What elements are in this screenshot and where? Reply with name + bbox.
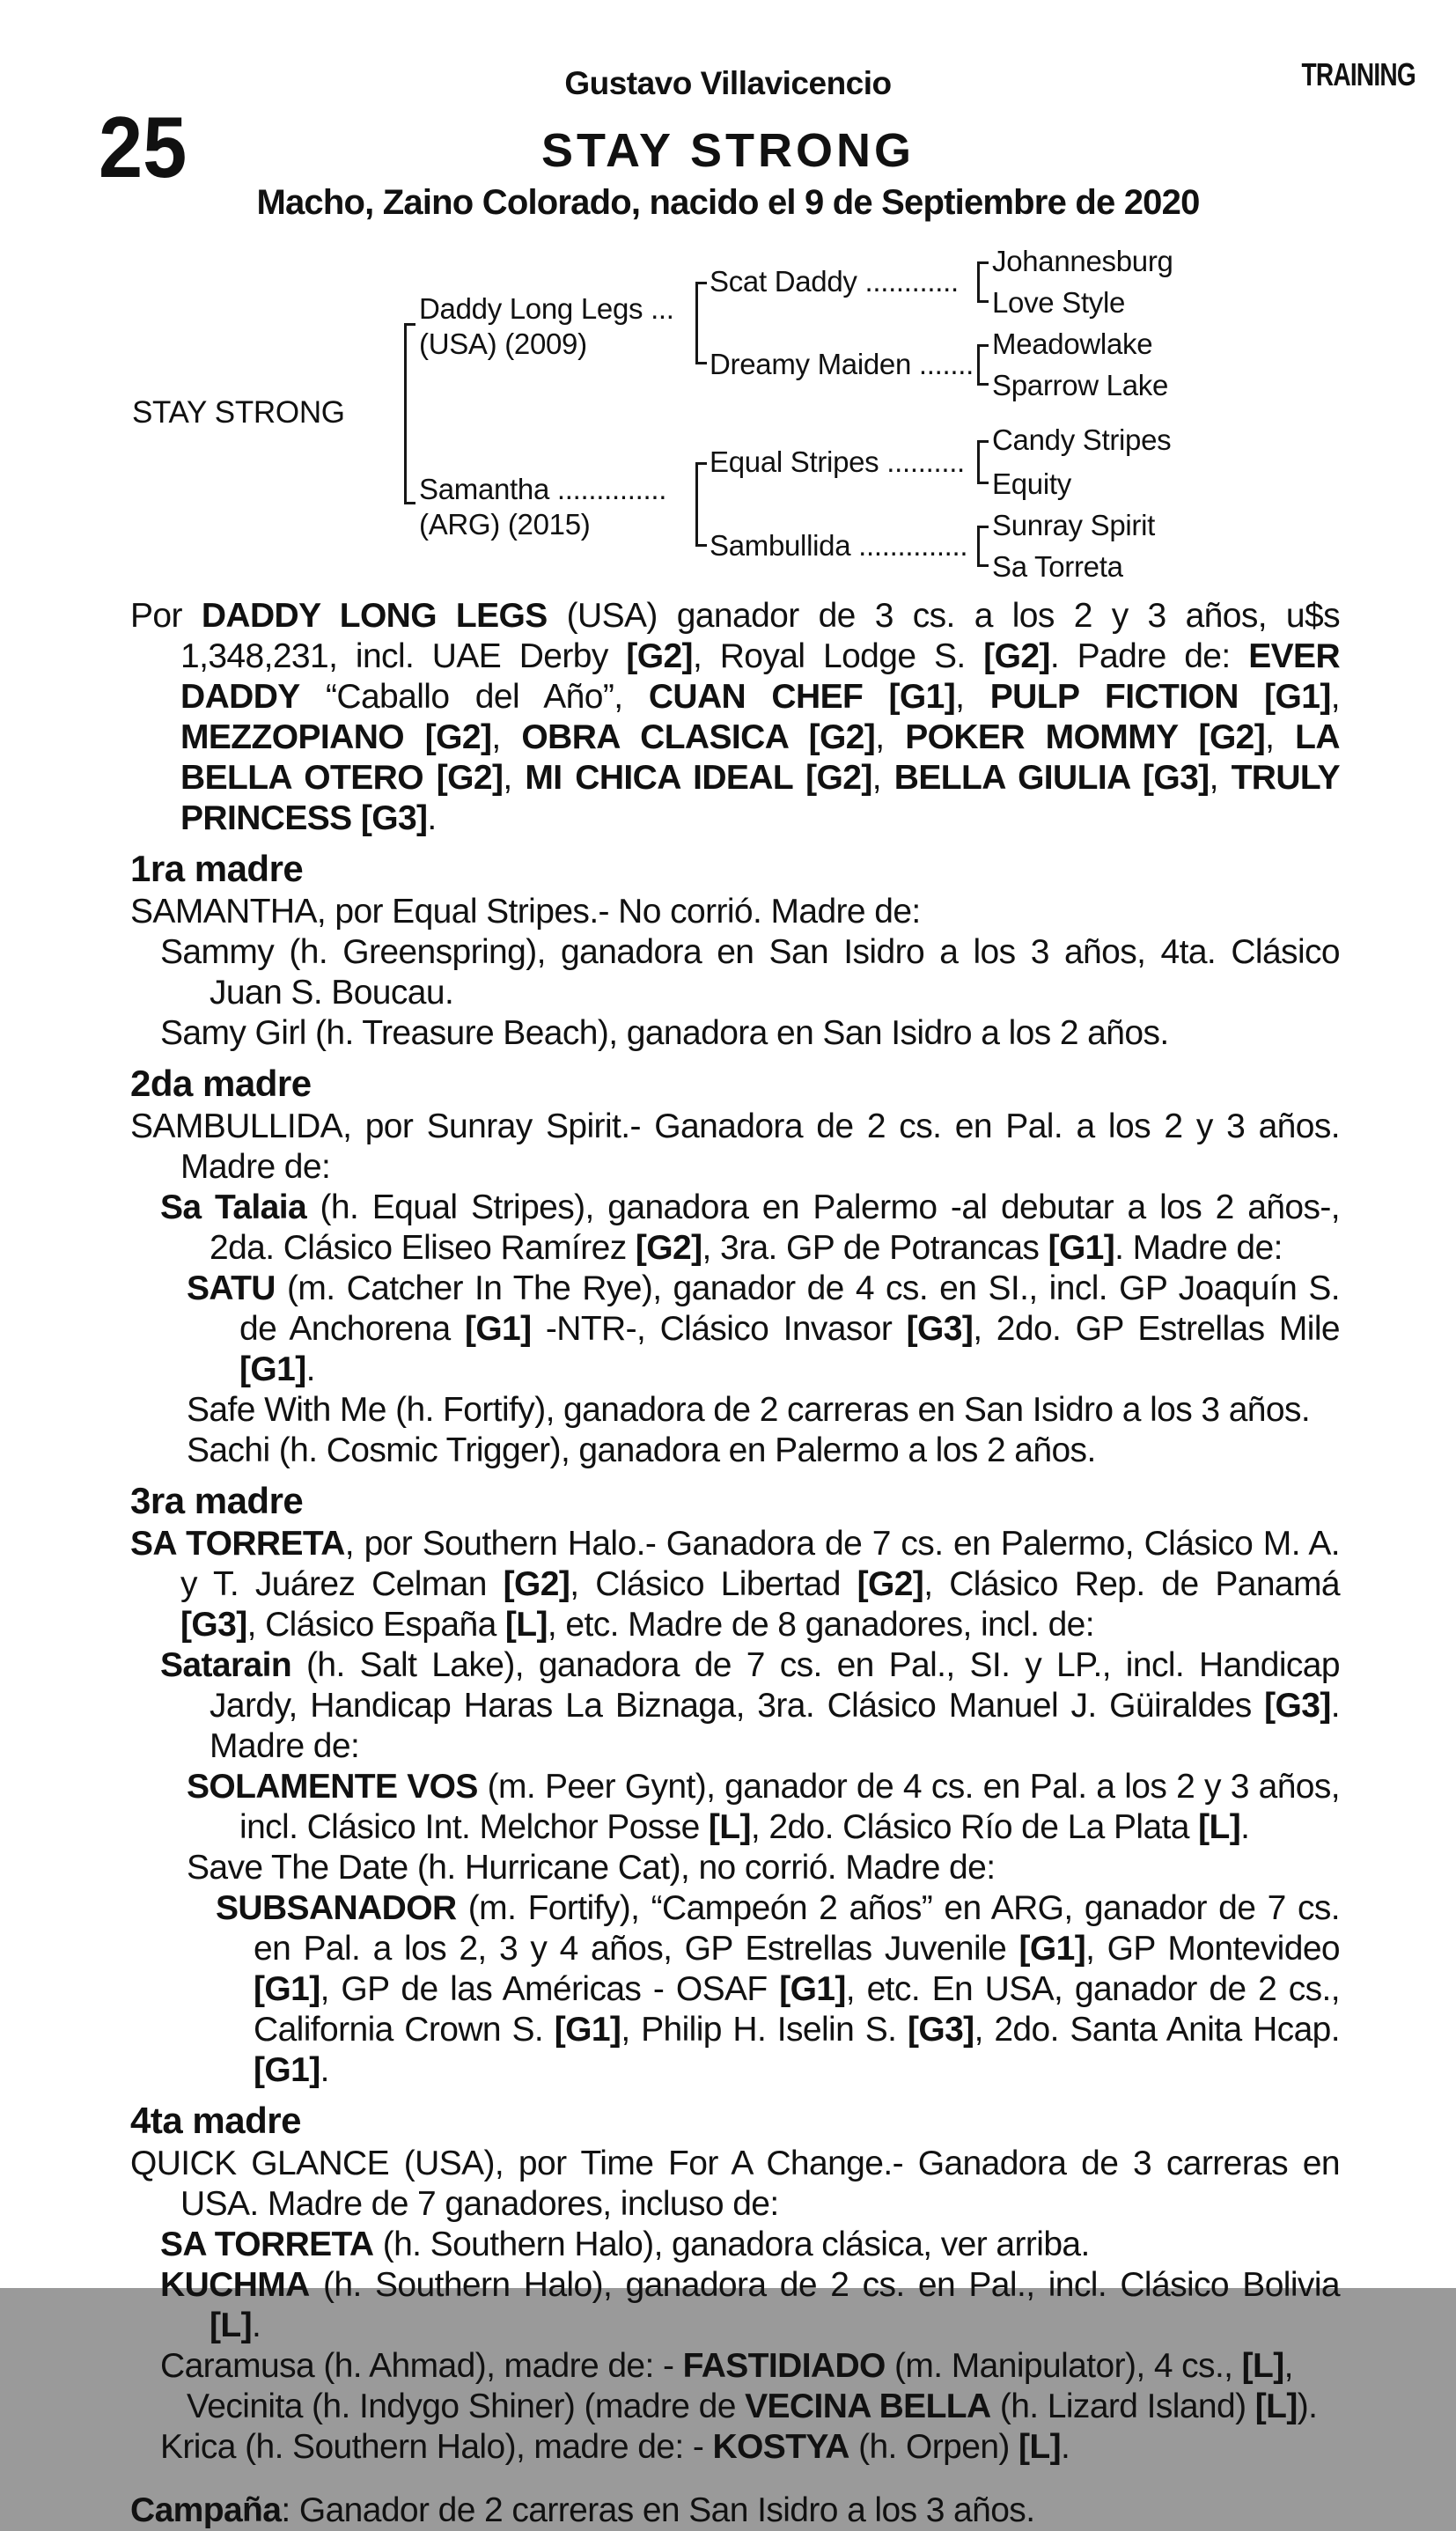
pedigree-dam-origin: (ARG) (2015) — [419, 508, 591, 541]
gen3-bracket-3 — [977, 440, 989, 484]
lot-number: 25 — [99, 99, 188, 195]
entry-sa-talaia: Sa Talaia (h. Equal Stripes), ganadora en Palermo -al debutar a los 2 años-, 2da. Clásico Eliseo Ramírez [G2], 3ra. GP de Potrancas [G1]. Madre de: — [160, 1188, 1340, 1267]
pedigree-node-johannesburg: Johannesburg — [992, 245, 1173, 277]
pedigree-node-equity: Equity — [992, 467, 1071, 500]
gen3-bracket-1 — [977, 261, 989, 303]
campaign-summary: Campaña: Ganador de 2 carreras en San Isidro a los 3 años. — [130, 2491, 1035, 2529]
sire-record-paragraph: Por DADDY LONG LEGS (USA) ganador de 3 cs. a los 2 y 3 años, u$s 1,348,231, incl. UAE Derby [G2], Royal Lodge S. [G2]. Padre de: EVER DADDY “Caballo del Año”, CUAN CHEF [G1], PULP FICTION [G1], MEZZOPIANO [G2], OBRA CLASICA [G2], POKER MOMMY [G2], LA BELLA OTERO [G2], MI CHICA IDEAL [G2], BELLA GIULIA [G3], TRULY PRINCESS [G3]. — [130, 597, 1341, 837]
pedigree-node-equal-stripes: Equal Stripes .......... — [710, 445, 965, 478]
entry-kuchma: KUCHMA (h. Southern Halo), ganadora de 2 cs. en Pal., incl. Clásico Bolivia [L]. — [160, 2266, 1340, 2344]
entry-sa-torreta-3ra: SA TORRETA, por Southern Halo.- Ganadora de 7 cs. en Palermo, Clásico M. A. y T. Juárez Celman [G2], Clásico Libertad [G2], Clásico Rep. de Panamá [G3], Clásico España [L], etc. Madre de 8 ganadores, incl. de: — [130, 1525, 1340, 1644]
pedigree-node-love-style: Love Style — [992, 286, 1126, 319]
pedigree-node-scat-daddy: Scat Daddy ............ — [710, 265, 959, 298]
gen2-sire-bracket — [695, 282, 707, 364]
section-heading-3ra-madre: 3ra madre — [130, 1480, 304, 1521]
entry-sammy: Sammy (h. Greenspring), ganadora en San Isidro a los 3 años, 4ta. Clásico Juan S. Boucau. — [160, 933, 1340, 1012]
horse-name-title: STAY STRONG — [540, 124, 916, 177]
entry-safe-with-me: Safe With Me (h. Fortify), ganadora de 2 carreras en San Isidro a los 3 años. — [187, 1391, 1311, 1429]
entry-krica: Krica (h. Southern Halo), madre de: - KOSTYA (h. Orpen) [L]. — [160, 2428, 1070, 2466]
page-header — [0, 0, 1456, 223]
entry-satarain: Satarain (h. Salt Lake), ganadora de 7 cs. en Pal., SI. y LP., incl. Handicap Jardy, Handicap Haras La Biznaga, 3ra. Clásico Manuel J. Güiraldes [G3]. Madre de: — [160, 1646, 1340, 1765]
pedigree-sire-name: Daddy Long Legs ... — [419, 292, 674, 325]
entry-solamente-vos: SOLAMENTE VOS (m. Peer Gynt), ganador de 4 cs. en Pal. a los 2 y 3 años, incl. Clásico Int. Melchor Posse [L], 2do. Clásico Río de La Plata [L]. — [187, 1768, 1341, 1846]
entry-sa-torreta-4ta: SA TORRETA (h. Southern Halo), ganadora clásica, ver arriba. — [160, 2226, 1090, 2263]
pedigree-dam-name: Samantha .............. — [419, 473, 667, 505]
entry-subsanador: SUBSANADOR (m. Fortify), “Campeón 2 años” en ARG, ganador de 7 cs. en Pal. a los 2, 3 y 4 años, GP Estrellas Juvenile [G1], GP Montevideo [G1], GP de las Américas - OSAF [G1], etc. En USA, ganador de 2 cs., California Crown S. [G1], Philip H. Iselin S. [G3], 2do. Santa Anita Hcap. [G1]. — [216, 1889, 1341, 2089]
pedigree-node-sunray-spirit: Sunray Spirit — [992, 509, 1156, 541]
section-heading-1ra-madre: 1ra madre — [130, 848, 304, 889]
gen3-bracket-2 — [977, 344, 989, 386]
training-session-tag: TRAINING — [1301, 56, 1416, 92]
horse-description: Macho, Zaino Colorado, nacido el 9 de Septiembre de 2020 — [256, 183, 1200, 222]
pedigree-node-candy-stripes: Candy Stripes — [992, 423, 1172, 456]
pedigree-node-dreamy-maiden: Dreamy Maiden ....... — [710, 348, 974, 380]
entry-satu: SATU (m. Catcher In The Rye), ganador de 4 cs. en SI., incl. GP Joaquín S. de Anchorena [G1] -NTR-, Clásico Invasor [G3], 2do. GP Estrellas Mile [G1]. — [187, 1269, 1340, 1388]
pedigree-tree — [0, 235, 1456, 589]
pedigree-sire-origin: (USA) (2009) — [419, 327, 587, 360]
entry-caramusa: Caramusa (h. Ahmad), madre de: - FASTIDIADO (m. Manipulator), 4 cs., [L], — [160, 2347, 1293, 2385]
pedigree-node-sambullida: Sambullida .............. — [710, 529, 968, 562]
section-heading-2da-madre: 2da madre — [130, 1063, 312, 1104]
entry-vecinita: Vecinita (h. Indygo Shiner) (madre de VECINA BELLA (h. Lizard Island) [L]). — [187, 2388, 1318, 2425]
pedigree-node-sa-torreta: Sa Torreta — [992, 550, 1123, 583]
pedigree-text-body — [0, 589, 1456, 2531]
pedigree-subject: STAY STRONG — [132, 395, 345, 430]
entry-samantha: SAMANTHA, por Equal Stripes.- No corrió. Madre de: — [130, 893, 921, 931]
trainer-name: Gustavo Villavicencio — [564, 65, 892, 101]
gen2-dam-bracket — [695, 462, 707, 547]
entry-save-the-date: Save The Date (h. Hurricane Cat), no corrió. Madre de: — [187, 1849, 996, 1887]
pedigree-node-meadowlake: Meadowlake — [992, 327, 1153, 360]
entry-sachi: Sachi (h. Cosmic Trigger), ganadora en Palermo a los 2 años. — [187, 1431, 1096, 1469]
section-heading-4ta-madre: 4ta madre — [130, 2100, 301, 2141]
gen1-bracket — [404, 323, 415, 504]
pedigree-node-sparrow-lake: Sparrow Lake — [992, 369, 1169, 401]
gen3-bracket-4 — [977, 526, 989, 567]
entry-quick-glance: QUICK GLANCE (USA), por Time For A Change.- Ganadora de 3 carreras en USA. Madre de 7 ganadores, incluso de: — [130, 2145, 1340, 2223]
entry-samy-girl: Samy Girl (h. Treasure Beach), ganadora en San Isidro a los 2 años. — [160, 1014, 1169, 1052]
entry-sambullida: SAMBULLIDA, por Sunray Spirit.- Ganadora de 2 cs. en Pal. a los 2 y 3 años. Madre de: — [130, 1107, 1340, 1186]
